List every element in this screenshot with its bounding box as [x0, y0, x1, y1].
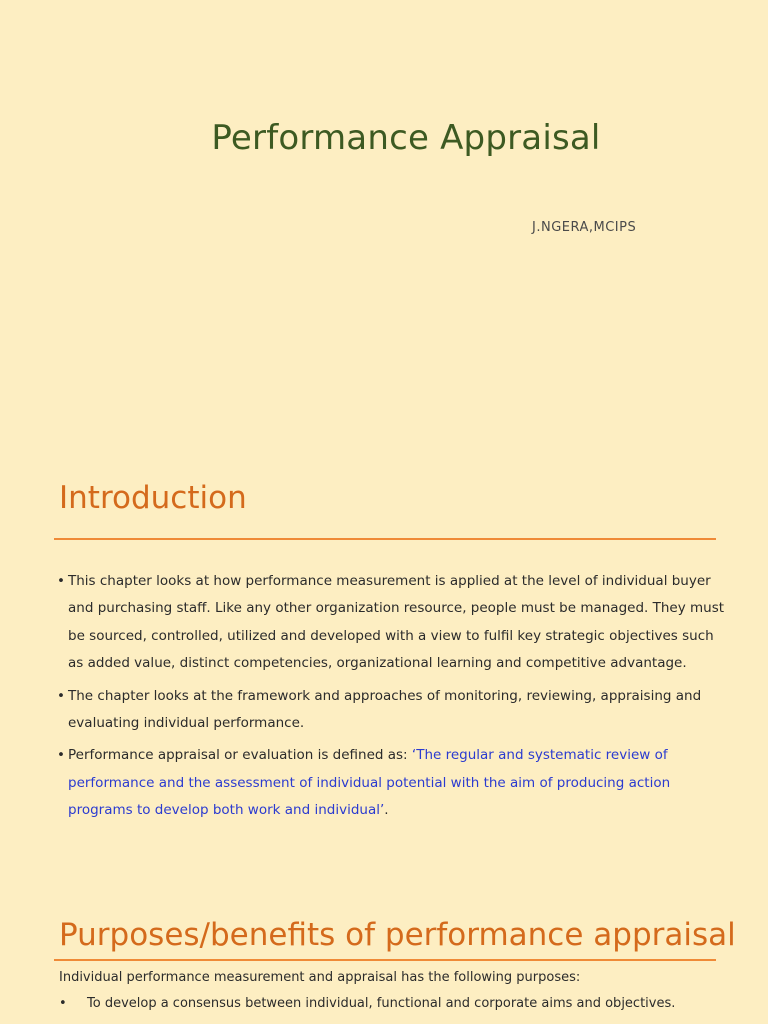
author-name: J.NGERA,MCIPS — [532, 220, 637, 235]
bullet-text: This chapter looks at how performance measurement is applied at the level of individual buyer and purchasing staff. Like any other organization resource, people must be managed. They must be sourced, controlled, utilized and developed with a view to fulfil key strategic objectives such as added value, distinct competencies, organizational learning and competitive advantage. — [68, 573, 725, 672]
heading-divider — [54, 538, 716, 540]
bullet-item — [57, 568, 727, 678]
definition-quote: ‘The regular and systematic review of performance and the assessment of individual potential with the aim of producing action programs to develop both work and individual’ — [68, 747, 671, 819]
introduction-heading: Introduction — [59, 480, 247, 516]
presentation-title: Performance Appraisal — [211, 118, 601, 158]
title-slide — [0, 0, 768, 452]
bullet-item — [57, 742, 727, 824]
bullet-text: The chapter looks at the framework and approaches of monitoring, reviewing, appraising and evaluating individual performance. — [68, 687, 702, 732]
purposes-slide — [0, 882, 768, 1024]
introduction-bullet-list — [57, 568, 727, 830]
bullet-tail: . — [384, 802, 389, 819]
introduction-slide — [0, 452, 768, 882]
purpose-item: • To develop a consensus between individual, functional and corporate aims and objectives. — [59, 995, 719, 1013]
bullet-text: Performance appraisal or evaluation is defined as: — [68, 747, 412, 764]
heading-divider — [54, 959, 716, 961]
purposes-heading: Purposes/benefits of performance appraisal — [59, 917, 736, 953]
bullet-item — [57, 683, 727, 738]
purposes-intro: Individual performance measurement and appraisal has the following purposes: — [59, 970, 581, 985]
purposes-list — [59, 995, 719, 1013]
